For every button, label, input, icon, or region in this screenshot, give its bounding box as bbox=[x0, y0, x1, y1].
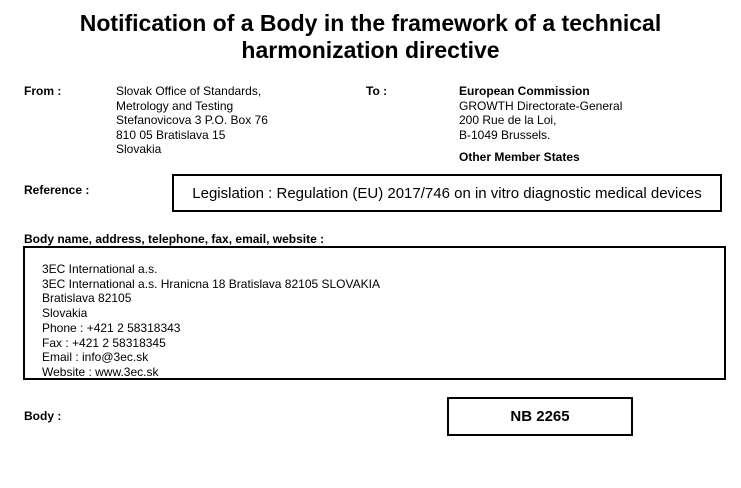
body-detail-line: 3EC International a.s. Hranicna 18 Bratislava 82105 SLOVAKIA bbox=[42, 276, 380, 291]
body-details-label: Body name, address, telephone, fax, email, website : bbox=[24, 232, 325, 246]
to-line: 200 Rue de la Loi, bbox=[459, 113, 557, 128]
from-address bbox=[116, 84, 268, 157]
reference-box bbox=[172, 174, 722, 212]
body-details-box bbox=[23, 246, 726, 380]
title-line-1: Notification of a Body in the framework of a technical bbox=[79, 10, 662, 36]
body-detail-line: Fax : +421 2 58318345 bbox=[42, 335, 166, 350]
body-detail-line: Website : www.3ec.sk bbox=[42, 364, 159, 379]
to-line: GROWTH Directorate-General bbox=[459, 98, 623, 113]
to-label: To : bbox=[366, 84, 388, 98]
from-label: From : bbox=[24, 84, 62, 98]
body-detail-line: Email : info@3ec.sk bbox=[42, 350, 149, 365]
to-other-member-states: Other Member States bbox=[459, 150, 580, 165]
title-line-2: harmonization directive bbox=[241, 37, 500, 63]
from-line: Stefanovicova 3 P.O. Box 76 bbox=[116, 113, 268, 128]
body-label: Body : bbox=[24, 409, 62, 423]
reference-text: Legislation : Regulation (EU) 2017/746 on in vitro diagnostic medical devices bbox=[192, 184, 702, 202]
from-line: Slovak Office of Standards, bbox=[116, 84, 262, 98]
body-detail-line: Bratislava 82105 bbox=[42, 291, 132, 306]
to-address bbox=[459, 84, 622, 165]
document-title bbox=[0, 10, 741, 64]
body-detail-line: Phone : +421 2 58318343 bbox=[42, 320, 181, 335]
from-line: Slovakia bbox=[116, 142, 162, 157]
from-line: Metrology and Testing bbox=[116, 98, 234, 113]
from-line: 810 05 Bratislava 15 bbox=[116, 127, 226, 142]
body-number-box bbox=[447, 397, 633, 436]
body-detail-line: Slovakia bbox=[42, 306, 88, 321]
body-detail-line: 3EC International a.s. bbox=[42, 262, 158, 276]
to-line: B-1049 Brussels. bbox=[459, 127, 551, 142]
body-number: NB 2265 bbox=[510, 408, 570, 425]
to-recipient-name: European Commission bbox=[459, 84, 590, 98]
reference-label: Reference : bbox=[24, 183, 90, 197]
